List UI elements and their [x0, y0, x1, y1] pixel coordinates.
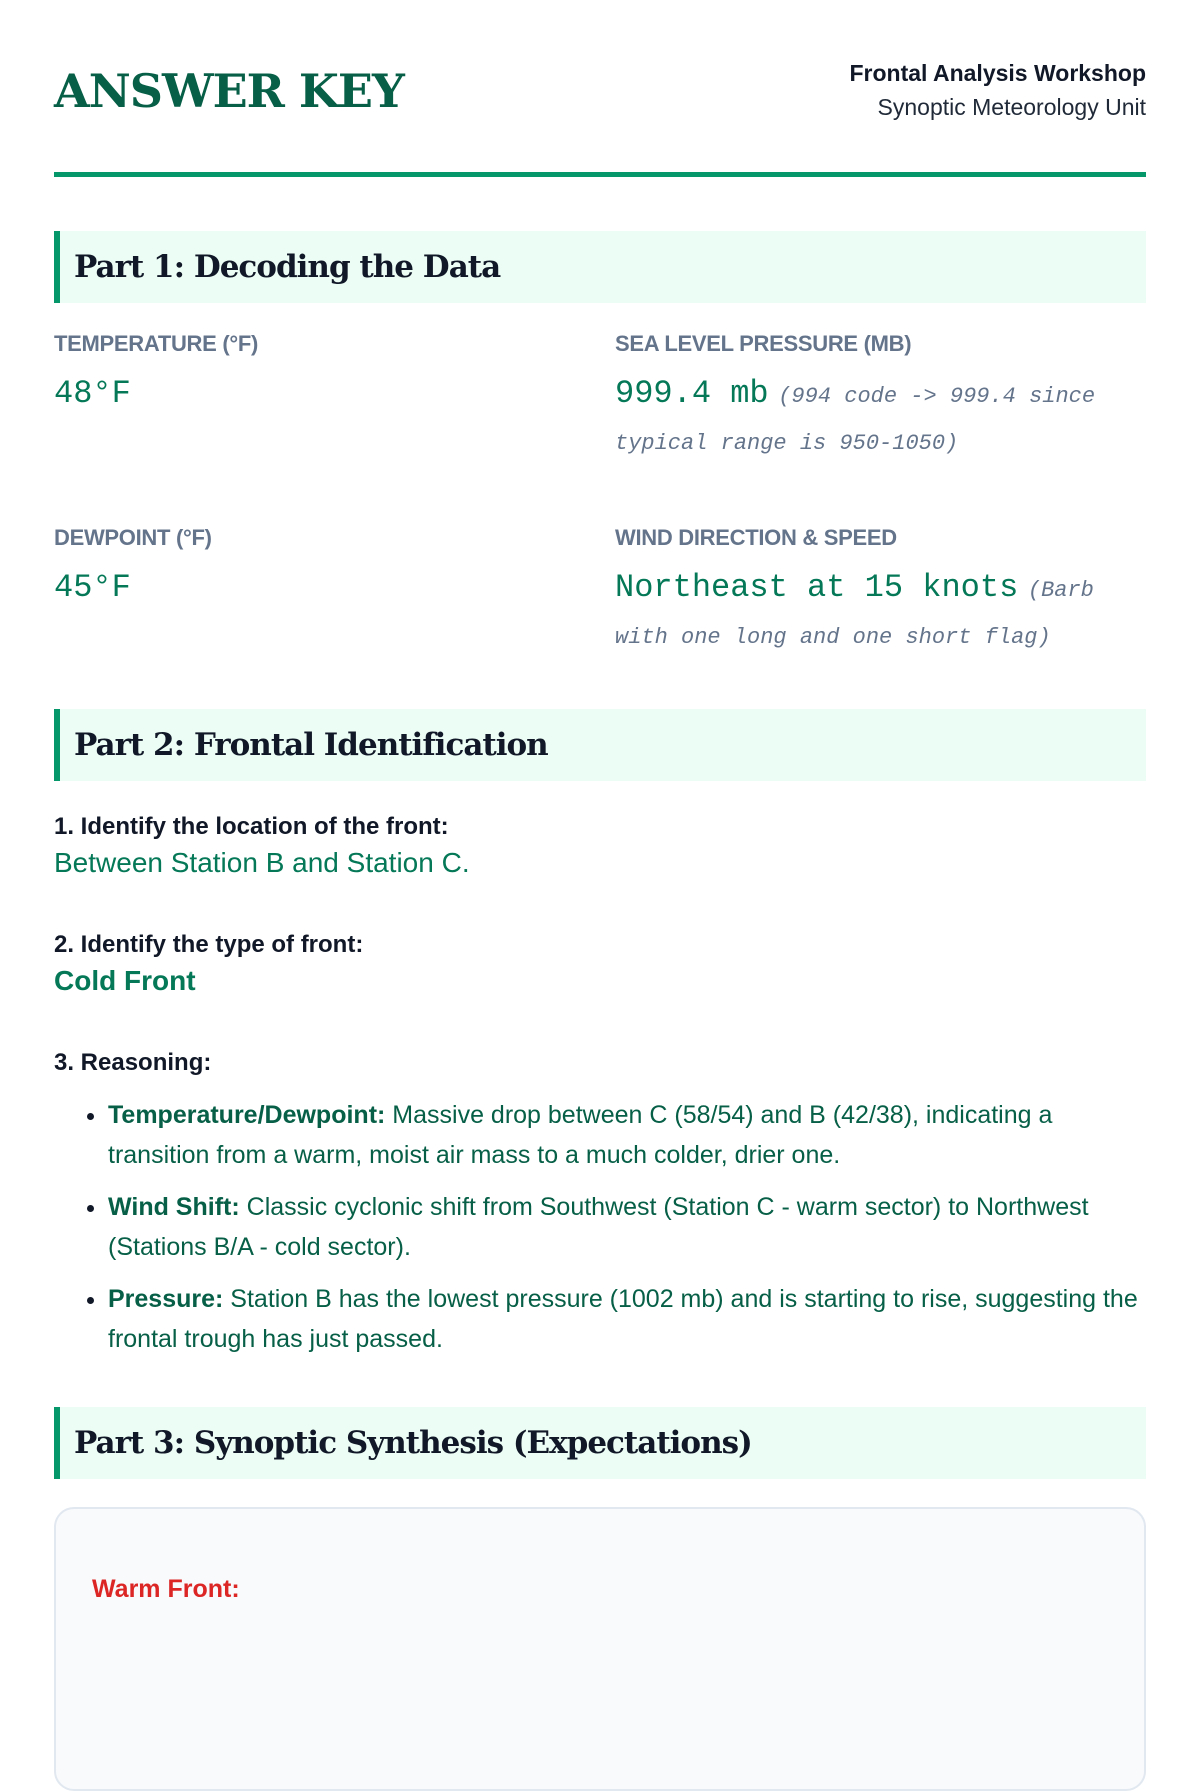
unit-name: Synoptic Meteorology Unit — [877, 94, 1146, 120]
reason-item — [108, 1187, 1146, 1267]
reasoning-list — [54, 1095, 1146, 1359]
part2-body — [54, 813, 1146, 1359]
dewpoint-value: 45°F — [54, 569, 131, 606]
question-3: 3. Reasoning: — [54, 1049, 212, 1076]
part2-heading: Part 2: Frontal Identification — [54, 709, 1146, 781]
temperature-label: TEMPERATURE (°F) — [54, 331, 259, 356]
synthesis-card — [54, 1507, 1146, 1791]
warm-front-term: Warm Front: — [92, 1575, 240, 1603]
decoded-data-grid — [54, 331, 1146, 719]
wind-value: Northeast at 15 knots — [615, 569, 1019, 606]
part1-heading: Part 1: Decoding the Data — [54, 231, 1146, 303]
question-2: 2. Identify the type of front: — [54, 931, 364, 958]
pressure-cell — [615, 331, 1146, 525]
dewpoint-label: DEWPOINT (°F) — [54, 525, 212, 550]
temperature-value: 48°F — [54, 375, 131, 412]
reason-term: Pressure: — [108, 1285, 224, 1313]
wind-cell — [615, 525, 1146, 719]
reason-term: Wind Shift: — [108, 1193, 240, 1221]
reason-text: Station B has the lowest pressure (1002 mb) and is starting to rise, suggesting the frontal trough has just passed. — [108, 1285, 1138, 1353]
part3-heading: Part 3: Synoptic Synthesis (Expectations) — [54, 1407, 1146, 1479]
reason-item — [108, 1095, 1146, 1175]
reason-item — [108, 1279, 1146, 1359]
temperature-cell — [54, 331, 585, 525]
question-1: 1. Identify the location of the front: — [54, 813, 449, 840]
pressure-label: SEA LEVEL PRESSURE (MB) — [615, 331, 912, 356]
header — [54, 0, 1146, 177]
dewpoint-cell — [54, 525, 585, 719]
answer-2: Cold Front — [54, 965, 196, 996]
pressure-value: 999.4 mb — [615, 375, 769, 412]
workshop-name: Frontal Analysis Workshop — [849, 60, 1146, 86]
answer-1: Between Station B and Station C. — [54, 847, 470, 878]
reason-text: Massive drop between C (58/54) and B (42/38), indicating a transition from a warm, moist air mass to a much colder, drier one. — [108, 1101, 1053, 1169]
pressure-note: (994 code -> 999.4 since typical range is 950-1050) — [615, 384, 1096, 456]
wind-label: WIND DIRECTION & SPEED — [615, 525, 897, 550]
wind-note: (Barb with one long and one short flag) — [615, 578, 1094, 650]
reason-text: Classic cyclonic shift from Southwest (Station C - warm sector) to Northwest (Stations B/A - cold sector). — [108, 1193, 1089, 1261]
page-title: ANSWER KEY — [54, 64, 404, 118]
reason-term: Temperature/Dewpoint: — [108, 1101, 386, 1129]
org-info — [850, 56, 1147, 124]
